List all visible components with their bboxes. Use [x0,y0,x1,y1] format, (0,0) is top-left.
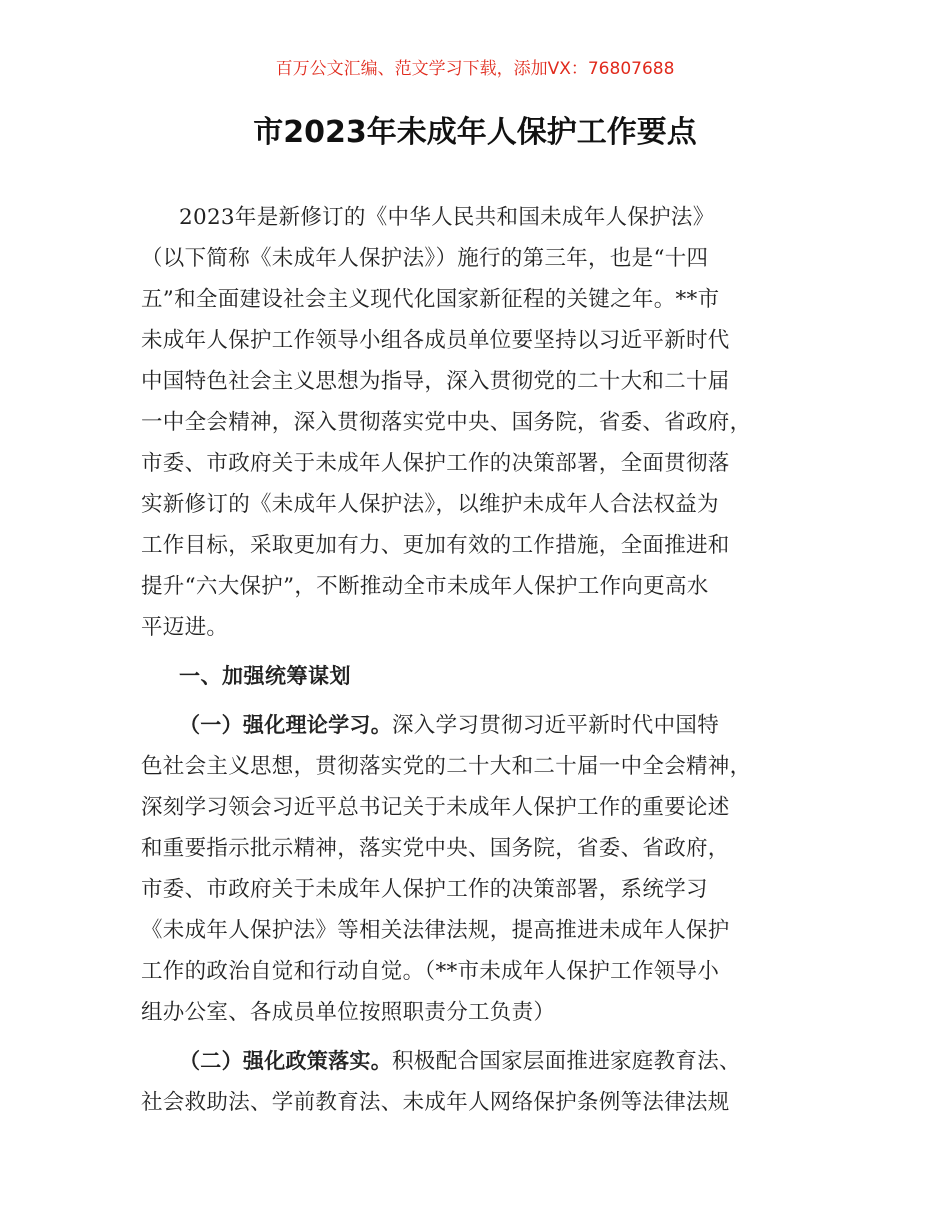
paragraph-line: 提升“六大保护”，不断推动全市未成年人保护工作向更高水 [141,574,709,599]
section-heading: 一、加强统筹谋划 [179,664,351,688]
paragraph-line: 平迈进。 [141,615,229,640]
paragraph-line [141,1041,821,1082]
paragraph-line: 色社会主义思想，贯彻落实党的二十大和二十届一中全会精神， [141,754,752,779]
paragraph-line: 市委、市政府关于未成年人保护工作的决策部署，全面贯彻落 [141,451,730,476]
paragraph-line: 实新修订的《未成年人保护法》，以维护未成年人合法权益为 [141,492,719,517]
paragraph-line: 市委、市政府关于未成年人保护工作的决策部署，系统学习 [141,877,708,902]
item-1-text: 深入学习贯彻习近平新时代中国特 [392,713,720,738]
paragraph-line: 中国特色社会主义思想为指导，深入贯彻党的二十大和二十届 [141,369,730,394]
item-2-text: 积极配合国家层面推进家庭教育法、 [392,1049,741,1074]
paragraph-line: 工作目标，采取更加有力、更加有效的工作措施，全面推进和 [141,533,730,558]
item-1-lead: （一）强化理论学习。 [179,713,392,737]
paragraph-line: 五”和全面建设社会主义现代化国家新征程的关键之年。**市 [141,287,720,312]
watermark-banner: 百万公文汇编、范文学习下载，添加VX：76807688 [275,59,675,79]
paragraph-line: 工作的政治自觉和行动自觉。（**市未成年人保护工作领导小 [141,959,720,984]
item-2-lead: （二）强化政策落实。 [179,1049,392,1073]
paragraph-line: 2023年是新修订的《中华人民共和国未成年人保护法》 [179,205,715,230]
paragraph-line: 《未成年人保护法》等相关法律法规，提高推进未成年人保护 [141,918,730,943]
paragraph-line: 未成年人保护工作领导小组各成员单位要坚持以习近平新时代 [141,328,730,353]
paragraph-line: 深刻学习领会习近平总书记关于未成年人保护工作的重要论述 [141,795,730,820]
paragraph-line: 社会救助法、学前教育法、未成年人网络保护条例等法律法规 [141,1090,730,1115]
item-2-paragraph [141,1041,821,1123]
paragraph-line: 和重要指示批示精神，落实党中央、国务院，省委、省政府， [141,836,730,861]
intro-paragraph [141,197,821,648]
paragraph-line [141,705,821,746]
paragraph-line: 组办公室、各成员单位按照职责分工负责） [141,1000,556,1025]
paragraph-line: （以下简称《未成年人保护法》）施行的第三年，也是“十四 [141,246,709,271]
document-body [141,197,821,1123]
item-1-paragraph [141,705,821,1033]
paragraph-line: 一中全会精神，深入贯彻落实党中央、国务院，省委、省政府， [141,410,752,435]
document-title: 市2023年未成年人保护工作要点 [253,115,697,150]
